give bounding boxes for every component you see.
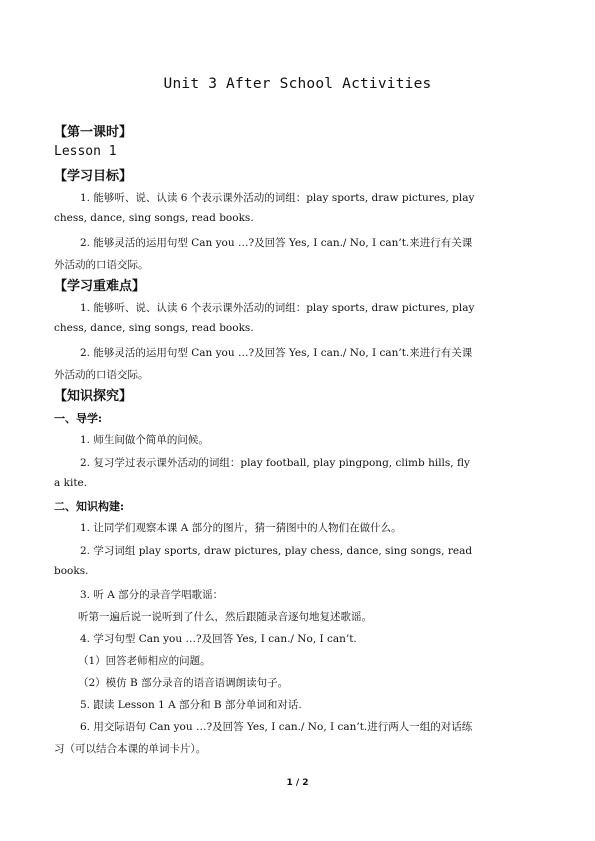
build-heading: 二、知识构建:: [54, 500, 125, 513]
build-item-6-line-1: 6. 用交际语句 Can you …?及回答 Yes, I can./ No, I can’t.进行两人一组的对话练: [80, 721, 473, 733]
keypoint-2-line-1: 2. 能够灵活的运用句型 Can you …?及回答 Yes, I can./ No, I can’t.来进行有关课: [80, 347, 473, 359]
build-item-2-line-1: 2. 学习词组 play sports, draw pictures, play chess, dance, sing songs, read: [80, 545, 473, 557]
period-heading: 【第一课时】: [54, 125, 133, 140]
explore-heading: 【知识探究】: [54, 389, 133, 404]
guide-heading: 一、导学:: [54, 412, 103, 425]
build-item-1: 1. 让同学们观察本课 A 部分的图片，猜一猜图中的人物们在做什么。: [80, 522, 402, 534]
build-item-2-line-2: books.: [54, 565, 89, 577]
build-item-4-sub-1: （1）回答老师相应的问题。: [78, 655, 211, 667]
guide-item-1: 1. 师生间做个简单的问候。: [80, 434, 209, 446]
page-number: 1 / 2: [286, 778, 309, 788]
keypoint-2-line-2: 外活动的口语交际。: [54, 369, 149, 381]
document-title: Unit 3 After School Activities: [163, 76, 432, 92]
build-item-5: 5. 跟读 Lesson 1 A 部分和 B 部分单词和对话.: [80, 699, 302, 711]
guide-item-2-line-2: a kite.: [54, 477, 88, 489]
lesson-label: Lesson 1: [54, 144, 117, 159]
build-item-4: 4. 学习句型 Can you …?及回答 Yes, I can./ No, I can’t.: [80, 633, 357, 645]
keypoint-1-line-2: chess, dance, sing songs, read books.: [54, 322, 254, 334]
guide-item-2-line-1: 2. 复习学过表示课外活动的词组：play football, play pingpong, climb hills, fly: [80, 457, 470, 469]
goals-heading: 【学习目标】: [54, 169, 133, 184]
build-item-3-line-1: 3. 听 A 部分的录音学唱歌谣：: [80, 589, 224, 601]
goal-2-line-2: 外活动的口语交际。: [54, 259, 149, 271]
build-item-6-line-2: 习（可以结合本课的单词卡片）。: [54, 743, 207, 755]
goal-1-line-1: 1. 能够听、说、认读 6 个表示课外活动的词组：play sports, draw pictures, play: [80, 192, 475, 204]
build-item-4-sub-2: （2）模仿 B 部分录音的语音语调朗读句子。: [78, 677, 289, 689]
keypoint-1-line-1: 1. 能够听、说、认读 6 个表示课外活动的词组：play sports, draw pictures, play: [80, 302, 475, 314]
goal-1-line-2: chess, dance, sing songs, read books.: [54, 212, 254, 224]
build-item-3-line-2: 听第一遍后说一说听到了什么，然后跟随录音逐句地复述歌谣。: [78, 611, 372, 623]
keypoints-heading: 【学习重难点】: [54, 279, 146, 294]
goal-2-line-1: 2. 能够灵活的运用句型 Can you …?及回答 Yes, I can./ No, I can’t.来进行有关课: [80, 237, 473, 249]
